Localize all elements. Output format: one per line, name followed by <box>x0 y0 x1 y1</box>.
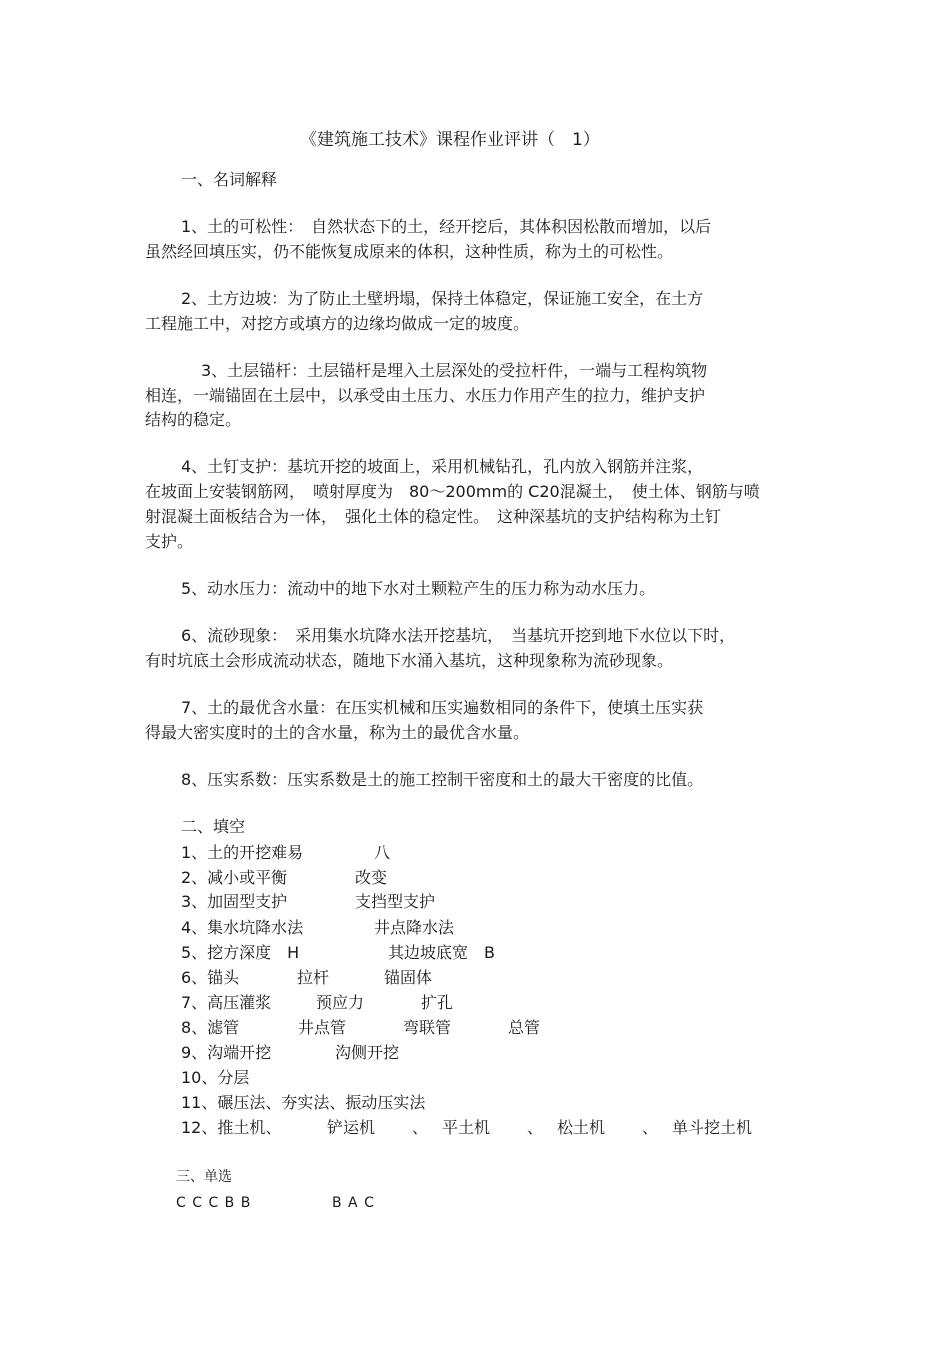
definition-line: 6、流砂现象： 采用集水坑降水法开挖基坑， 当基坑开挖到地下水位以下时， <box>181 626 736 645</box>
fill-answer: 改变 <box>355 868 388 887</box>
fill-answer: 沟侧开挖 <box>335 1043 400 1062</box>
fill-answer: 12、推土机、 <box>181 1118 282 1137</box>
definition-line: 1、土的可松性： 自然状态下的土，经开挖后，其体积因松散而增加，以后 <box>181 217 712 236</box>
fill-answer: 平土机 <box>442 1118 491 1137</box>
fill-answer: 、 <box>642 1118 659 1137</box>
definition-line: 5、动水压力：流动中的地下水对土颗粒产生的压力称为动水压力。 <box>181 579 656 598</box>
fill-answer: 6、锚头 <box>181 968 240 987</box>
single-choice-answers: B A C <box>332 1195 375 1211</box>
definition-line: 3、土层锚杆：土层锚杆是埋入土层深处的受拉杆件，一端与工程构筑物 <box>201 361 708 380</box>
definition-line: 虽然经回填压实，仍不能恢复成原来的体积，这种性质，称为土的可松性。 <box>145 242 674 261</box>
fill-answer: 5、挖方深度 H <box>181 943 300 962</box>
fill-answer: 1、土的开挖难易 <box>181 843 304 862</box>
fill-answer: 总管 <box>508 1018 541 1037</box>
definition-line: 结构的稳定。 <box>145 410 242 429</box>
definition-line: 8、压实系数：压实系数是土的施工控制干密度和土的最大干密度的比值。 <box>181 770 704 789</box>
definition-line: 工程施工中，对挖方或填方的边缘均做成一定的坡度。 <box>145 314 530 333</box>
fill-answer: 11、碾压法、夯实法、振动压实法 <box>181 1093 426 1112</box>
definition-line: 4、土钉支护：基坑开挖的坡面上，采用机械钻孔，孔内放入钢筋并注浆， <box>181 457 704 476</box>
fill-answer: 、 <box>412 1118 429 1137</box>
definition-line: 2、土方边坡：为了防止土壁坍塌，保持土体稳定，保证施工安全，在土方 <box>181 289 704 308</box>
fill-answer: 井点管 <box>298 1018 347 1037</box>
section-heading-fill-in: 二、填空 <box>181 817 246 836</box>
fill-answer: 10、分层 <box>181 1068 250 1087</box>
fill-answer: 单斗挖土机 <box>672 1118 753 1137</box>
fill-answer: 7、高压灌浆 <box>181 993 272 1012</box>
fill-answer: 锚固体 <box>384 968 433 987</box>
definition-line: 有时坑底土会形成流动状态，随地下水涌入基坑，这种现象称为流砂现象。 <box>145 651 674 670</box>
single-choice-answers: C C C B B <box>176 1195 252 1211</box>
fill-answer: 、 <box>527 1118 544 1137</box>
section-heading-single-choice: 三、单选 <box>176 1169 232 1185</box>
definition-line: 7、土的最优含水量：在压实机械和压实遍数相同的条件下，使填土压实获 <box>181 698 704 717</box>
fill-answer: 其边坡底宽 B <box>388 943 495 962</box>
definition-line: 得最大密实度时的土的含水量，称为土的最优含水量。 <box>145 723 530 742</box>
fill-answer: 4、集水坑降水法 <box>181 918 304 937</box>
definition-line: 相连，一端锚固在土层中，以承受由土压力、水压力作用产生的拉力，维护支护 <box>145 386 706 405</box>
fill-answer: 井点降水法 <box>374 918 455 937</box>
definition-line: 射混凝土面板结合为一体， 强化土体的稳定性。 这种深基坑的支护结构称为土钉 <box>145 507 722 526</box>
fill-answer: 2、减小或平衡 <box>181 868 288 887</box>
fill-answer: 9、沟端开挖 <box>181 1043 272 1062</box>
fill-answer: 松土机 <box>557 1118 606 1137</box>
document-title: 《建筑施工技术》课程作业评讲（ 1） <box>300 130 600 150</box>
fill-answer: 八 <box>374 843 391 862</box>
fill-answer: 3、加固型支护 <box>181 892 288 911</box>
fill-answer: 预应力 <box>316 993 365 1012</box>
definition-line: 在坡面上安装钢筋网， 喷射厚度为 80～200mm的 C20混凝土， 使土体、钢筋与喷 <box>145 482 760 501</box>
fill-answer: 8、滤管 <box>181 1018 240 1037</box>
section-heading-definitions: 一、名词解释 <box>181 170 278 189</box>
fill-answer: 支挡型支护 <box>355 892 436 911</box>
definition-line: 支护。 <box>145 532 194 551</box>
fill-answer: 铲运机 <box>327 1118 376 1137</box>
fill-answer: 弯联管 <box>403 1018 452 1037</box>
fill-answer: 扩孔 <box>421 993 454 1012</box>
fill-answer: 拉杆 <box>297 968 330 987</box>
